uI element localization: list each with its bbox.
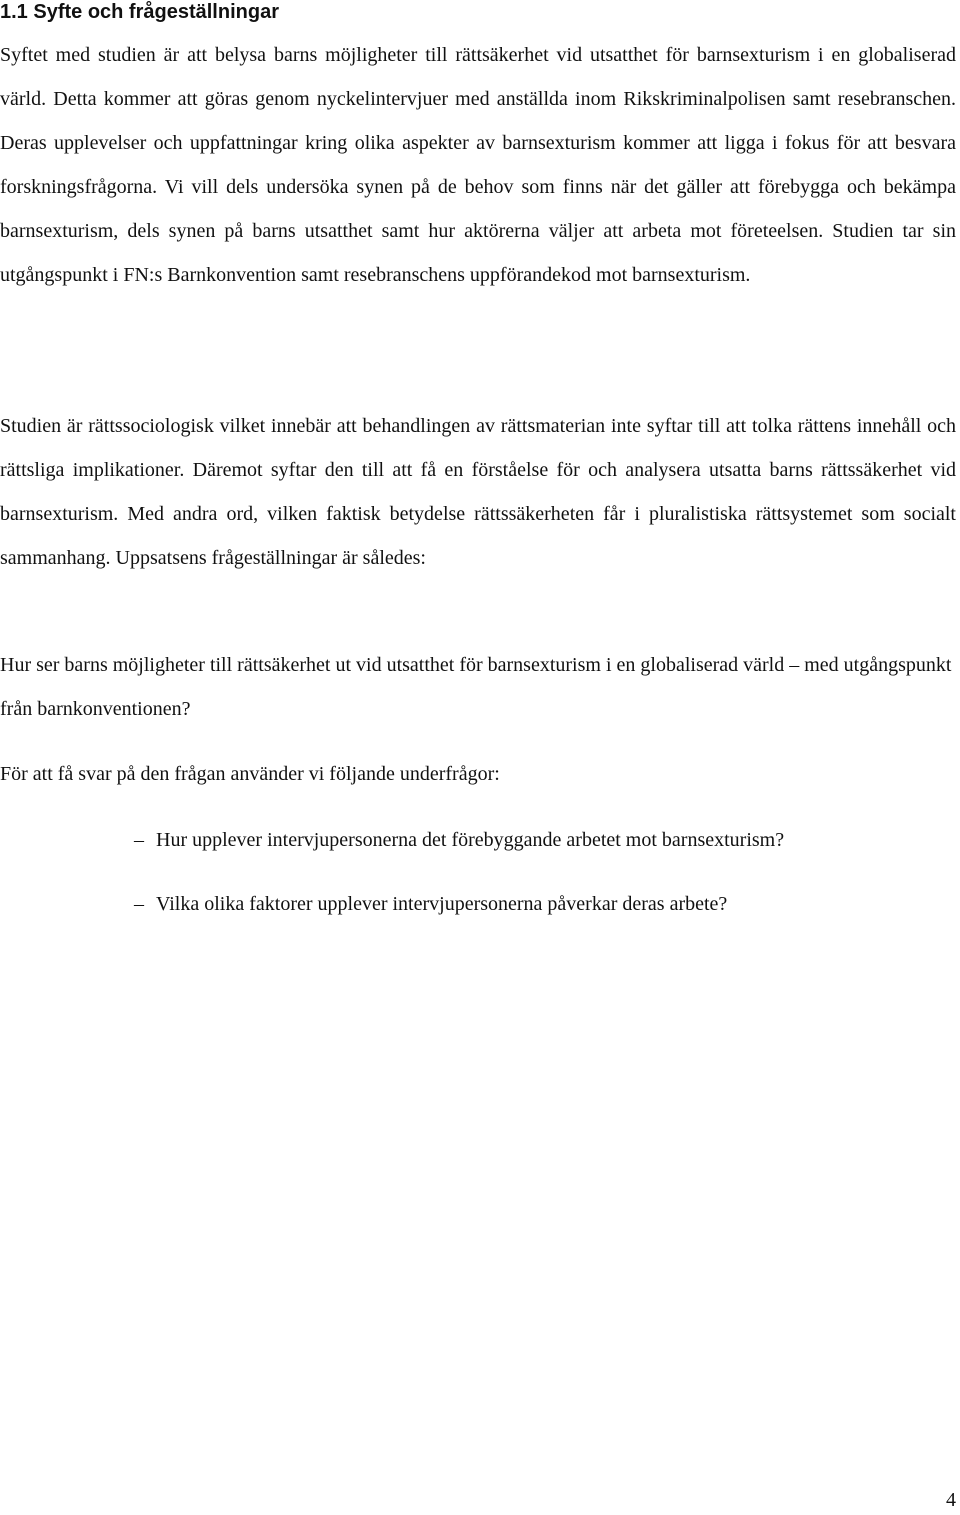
sub-questions-list — [134, 818, 784, 946]
sub-question-text: Hur upplever intervjupersonerna det förebyggande arbetet mot barnsexturism? — [156, 829, 785, 851]
method-paragraph: Studien är rättssociologisk vilket innebär att behandlingen av rättsmaterian inte syftar till att tolka rättens innehåll och rättsliga implikationer. Däremot syftar den till att få en förståelse för och analysera utsatta barns rättssäkerhet vid barnsexturism. Med andra ord, vilken faktisk betydelse rättssäkerheten får i pluralistiska rättsystemet som socialt sammanhang. Uppsatsens frågeställningar är således: — [0, 415, 956, 569]
dash-bullet: – — [134, 829, 144, 851]
main-question: Hur ser barns möjligheter till rättsäkerhet ut vid utsatthet för barnsexturism i en globaliserad värld – med utgångspunkt från barnkonventionen? — [0, 654, 952, 720]
dash-bullet: – — [134, 893, 144, 915]
purpose-paragraph: Syftet med studien är att belysa barns möjligheter till rättsäkerhet vid utsatthet för barnsexturism i en globaliserad värld. Detta kommer att göras genom nyckelintervjuer med anställda inom Rikskriminalpolisen samt resebranschen. Deras upplevelser och uppfattningar kring olika aspekter av barnsexturism kommer att ligga i fokus för att besvara forskningsfrågorna. Vi vill dels undersöka synen på de behov som finns när det gäller att förebygga och bekämpa barnsexturism, dels synen på barns utsatthet samt hur aktörerna väljer att arbeta mot företeelsen. Studien tar sin utgångspunkt i FN:s Barnkonvention samt resebranschens uppförandekod mot barnsexturism. — [0, 44, 956, 286]
sub-questions-intro: För att få svar på den frågan använder vi följande underfrågor: — [0, 763, 500, 785]
section-heading: 1.1 Syfte och frågeställningar — [0, 1, 279, 23]
list-item — [134, 882, 784, 946]
list-item — [134, 818, 784, 882]
page-number: 4 — [946, 1489, 956, 1511]
sub-question-text: Vilka olika faktorer upplever intervjupersonerna påverkar deras arbete? — [156, 893, 728, 915]
